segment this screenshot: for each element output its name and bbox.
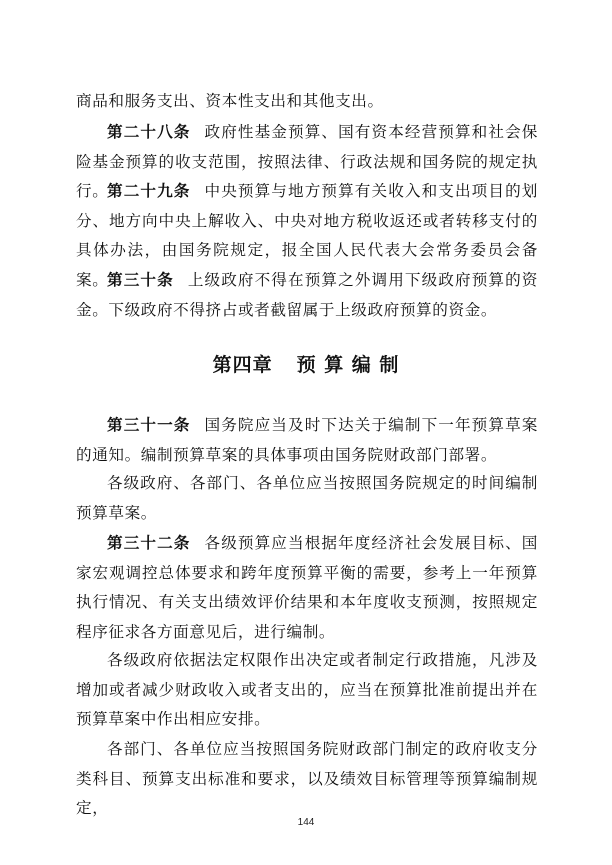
page-number: 144	[297, 817, 315, 828]
article-text: 中央预算与地方预算有关收入和支出项目的划分、地方向中央上解收入、中央对地方税收返还或者转移支付的具体办法，由国务院规定，报全国人民代表大会常务委员会备案。	[76, 182, 538, 289]
article-31	[76, 410, 538, 470]
article-32	[76, 528, 538, 647]
paragraph-continuation	[76, 87, 538, 117]
article-number: 第三十二条	[107, 533, 191, 552]
paragraph	[76, 735, 538, 824]
paragraph	[76, 469, 538, 528]
article-text: 政府性基金预算、国有资本经营预算和社会保险基金预算的收支范围，按照法律、行政法规和国务院的规定执行。	[76, 123, 538, 201]
article-text: 国务院应当及时下达关于编制下一年预算草案的通知。编制预算草案的具体事项由国务院财政部门部署。	[76, 416, 538, 464]
article-number: 第二十八条	[107, 122, 191, 141]
article-number: 第三十一条	[107, 415, 191, 434]
paragraph-text: 各级政府、各部门、各单位应当按照国务院规定的时间编制预算草案。	[76, 474, 538, 522]
paragraph-text: 各部门、各单位应当按照国务院财政部门制定的政府收支分类科目、预算支出标准和要求，以及绩效目标管理等预算编制规定，	[76, 740, 538, 818]
article-30	[76, 265, 538, 325]
article-number: 第二十九条	[107, 181, 191, 200]
paragraph-text: 商品和服务支出、资本性支出和其他支出。	[76, 92, 384, 110]
paragraph-text: 各级政府依据法定权限作出决定或者制定行政措施，凡涉及增加或者减少财政收入或者支出的，应当在预算批准前提出并在预算草案中作出相应安排。	[76, 651, 538, 729]
paragraph	[76, 646, 538, 735]
chapter-heading	[0, 350, 612, 377]
chapter-number: 第四章	[212, 354, 273, 376]
article-text: 上级政府不得在预算之外调用下级政府预算的资金。下级政府不得挤占或者截留属于上级政府预算的资金。	[76, 271, 538, 319]
article-text: 各级预算应当根据年度经济社会发展目标、国家宏观调控总体要求和跨年度预算平衡的需要，参考上一年预算执行情况、有关支出绩效评价结果和本年度收支预测，按照规定程序征求各方面意见后，进行编制。	[76, 534, 538, 641]
chapter-title: 预 算 编 制	[296, 354, 400, 376]
article-number: 第三十条	[107, 270, 174, 289]
